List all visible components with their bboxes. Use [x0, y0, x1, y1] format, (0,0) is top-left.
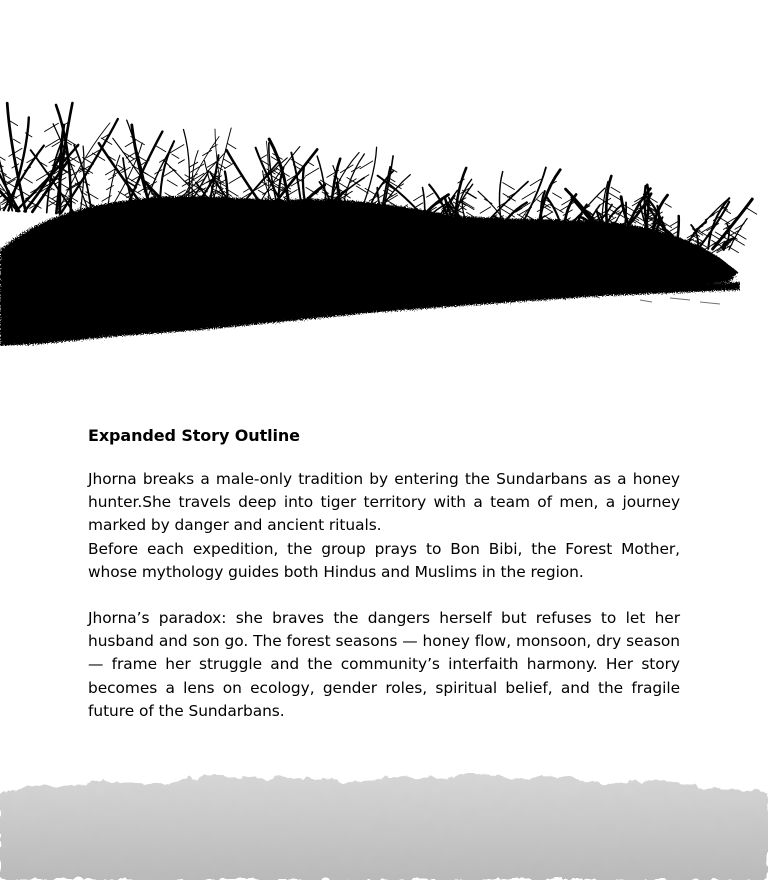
section-heading: Expanded Story Outline — [88, 426, 300, 445]
paragraph-intro: Jhorna breaks a male-only tradition by entering the Sundarbans as a honey hunter.She travels deep into tiger territory with a team of men, a journey marked by danger and ancient rituals. — [88, 470, 680, 535]
paragraph-paradox: Jhorna’s paradox: she braves the dangers herself but refuses to let her husband and son go. The forest seasons — honey flow, monsoon, dry season — frame her struggle and the community’s interfaith harmony. Her story becomes a lens on ecology, gender roles, spiritual belief, and the fragile future of the Sundarbans. — [88, 609, 680, 720]
mangrove-forest-silhouette — [0, 0, 768, 360]
paragraph-spacer — [88, 584, 680, 607]
paragraph-ritual: Before each expedition, the group prays to Bon Bibi, the Forest Mother, whose mythology guides both Hindus and Muslims in the region. — [88, 539, 680, 581]
misty-treeline — [0, 760, 768, 880]
story-outline — [88, 424, 680, 723]
